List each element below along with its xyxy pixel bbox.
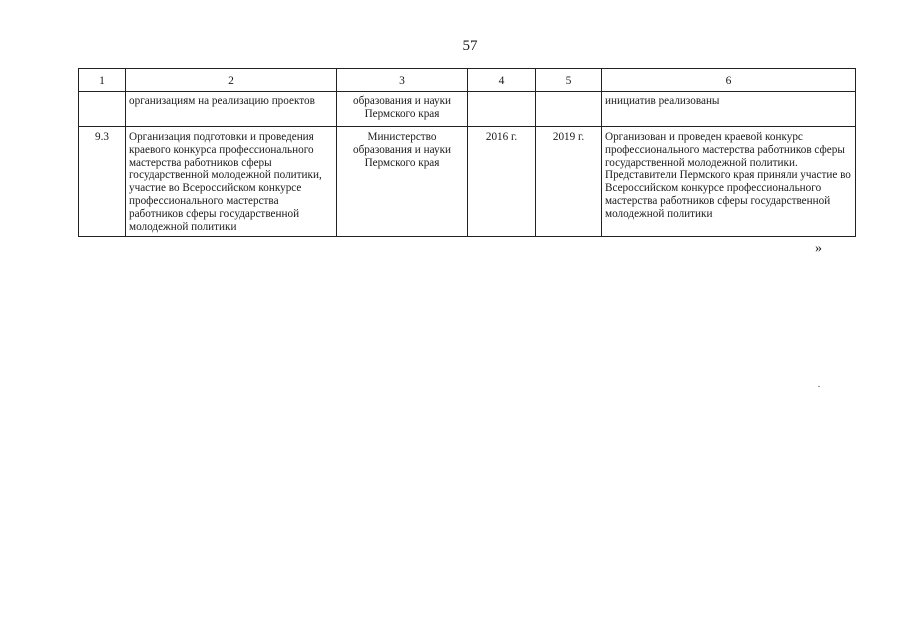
header-cell-6: 6 xyxy=(602,69,856,92)
table-row-continuation xyxy=(79,92,856,127)
closing-quote: » xyxy=(815,241,822,256)
cell-executor: образования и науки Пермского края xyxy=(337,92,468,127)
header-cell-1: 1 xyxy=(79,69,126,92)
cell-start-year: 2016 г. xyxy=(468,127,536,237)
cell-result: инициатив реализованы xyxy=(602,92,856,127)
header-cell-2: 2 xyxy=(126,69,337,92)
table-header-row xyxy=(79,69,856,92)
cell-measure: Организация подготовки и проведения краевого конкурса профессионального мастерства работников сферы государственной молодежной политики, участие во Всероссийском конкурсе профессионального мастерства работников сферы государственной молодежной политики xyxy=(126,127,337,237)
cell-end-year: 2019 г. xyxy=(536,127,602,237)
cell-start-year xyxy=(468,92,536,127)
cell-measure: организациям на реализацию проектов xyxy=(126,92,337,127)
cell-result: Организован и проведен краевой конкурс профессионального мастерства работников сферы государственной молодежной политики. Представители Пермского края приняли участие во Всероссийском конкурсе профессионального мастерства работников сферы государственной молодежной политики xyxy=(602,127,856,237)
scan-speck xyxy=(818,386,820,387)
header-cell-5: 5 xyxy=(536,69,602,92)
cell-end-year xyxy=(536,92,602,127)
header-cell-4: 4 xyxy=(468,69,536,92)
table-row-9-3 xyxy=(79,127,856,237)
cell-number: 9.3 xyxy=(79,127,126,237)
page-number: 57 xyxy=(462,38,478,54)
measures-table xyxy=(78,68,856,237)
cell-number xyxy=(79,92,126,127)
cell-executor: Министерство образования и науки Пермского края xyxy=(337,127,468,237)
header-cell-3: 3 xyxy=(337,69,468,92)
